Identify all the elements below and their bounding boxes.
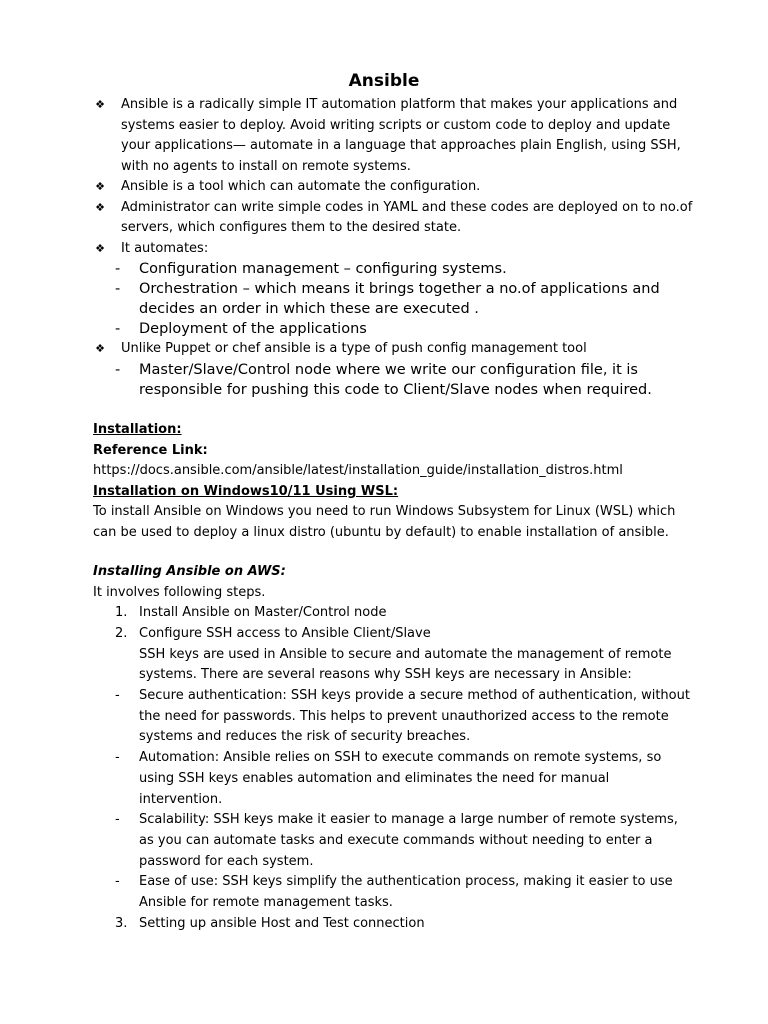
aws-heading: Installing Ansible on AWS: [93,564,286,579]
wsl-heading: Installation on Windows10/11 Using WSL: [93,483,399,499]
numbered-step [93,914,693,935]
ssh-reason [93,872,693,913]
sub-list-item [93,360,693,400]
step-text: Setting up ansible Host and Test connection [139,915,425,931]
list-item [93,239,693,260]
reason-text: Automation: Ansible relies on SSH to execute commands on remote systems, so using SSH keys enables automation and eliminates the need for manual intervention. [139,750,662,807]
diamond-bullet-icon: ❖ [95,200,105,214]
dash-marker: - [115,812,120,828]
dash-marker: - [115,321,121,337]
dash-marker: - [115,688,120,704]
bullet-text: Unlike Puppet or chef ansible is a type of push config management tool [121,341,587,356]
sub-item-text: Orchestration – which means it brings together a no.of applications and decides an order in which these are executed . [139,281,660,317]
diamond-bullet-icon: ❖ [95,342,105,355]
diamond-bullet-icon: ❖ [95,98,105,111]
ssh-intro: SSH keys are used in Ansible to secure and automate the management of remote systems. There are several reasons why SSH keys are necessary in Ansible: [139,646,672,683]
step-number: 2. [115,625,128,641]
dash-marker: - [115,261,121,277]
aws-section [93,562,693,934]
bullet-text: Ansible is a tool which can automate the configuration. [121,179,481,194]
reference-label: Reference Link: [93,442,208,458]
diamond-bullet-icon: ❖ [95,180,105,193]
list-item [93,177,693,198]
step-text: Install Ansible on Master/Control node [139,605,387,621]
list-item [93,95,693,177]
sub-item-text: Master/Slave/Control node where we write our configuration file, it is responsible for pushing this code to Client/Slave nodes when required. [139,361,652,398]
dash-marker: - [115,874,120,890]
reason-text: Ease of use: SSH keys simplify the authentication process, making it easier to use Ansible for remote management tasks. [139,874,673,911]
step-number: 3. [115,915,128,931]
step-text: Configure SSH access to Ansible Client/Slave [139,625,431,641]
reason-text: Scalability: SSH keys make it easier to manage a large number of remote systems, as you can automate tasks and execute commands without needing to enter a password for each system. [139,812,678,869]
dash-marker: - [115,750,120,766]
page-title: Ansible [348,71,420,91]
ssh-reason [93,686,693,748]
bullet-text: It automates: [121,240,209,256]
sub-list-item [93,259,693,279]
sub-list-item [93,279,693,319]
dash-marker: - [115,281,121,297]
bullet-text: Administrator can write simple codes in YAML and these codes are deployed on to no.of servers, which configures them to the desired state. [121,199,693,235]
step-number: 1. [115,605,128,621]
list-item [93,339,693,360]
installation-heading: Installation: [93,422,182,437]
sub-list-item [93,319,693,339]
sub-item-text: Deployment of the applications [139,321,367,337]
reason-text: Secure authentication: SSH keys provide a secure method of authentication, without the need for passwords. This helps to prevent unauthorized access to the remote systems and reduces the risk of security breaches. [139,688,690,745]
intro-section [93,95,693,400]
bullet-text: Ansible is a radically simple IT automation platform that makes your applications and systems easier to deploy. Avoid writing scripts or custom code to deploy and update your applications— automate in a language that approaches plain English, using SSH, with no agents to install on remote systems. [121,97,681,174]
diamond-bullet-icon: ❖ [95,241,105,255]
numbered-step [93,603,693,624]
aws-intro: It involves following steps. [93,584,266,600]
sub-item-text: Configuration management – configuring systems. [139,261,507,277]
list-item [93,198,693,239]
ssh-reason [93,810,693,872]
numbered-step [93,624,693,645]
dash-marker: - [115,361,121,378]
installation-section [93,420,693,544]
reference-link[interactable]: https://docs.ansible.com/ansible/latest/installation_guide/installation_distros.html [93,463,623,478]
wsl-paragraph: To install Ansible on Windows you need to run Windows Subsystem for Linux (WSL) which can be used to deploy a linux distro (ubuntu by default) to enable installation of ansible. [93,504,676,540]
ssh-reason [93,748,693,810]
